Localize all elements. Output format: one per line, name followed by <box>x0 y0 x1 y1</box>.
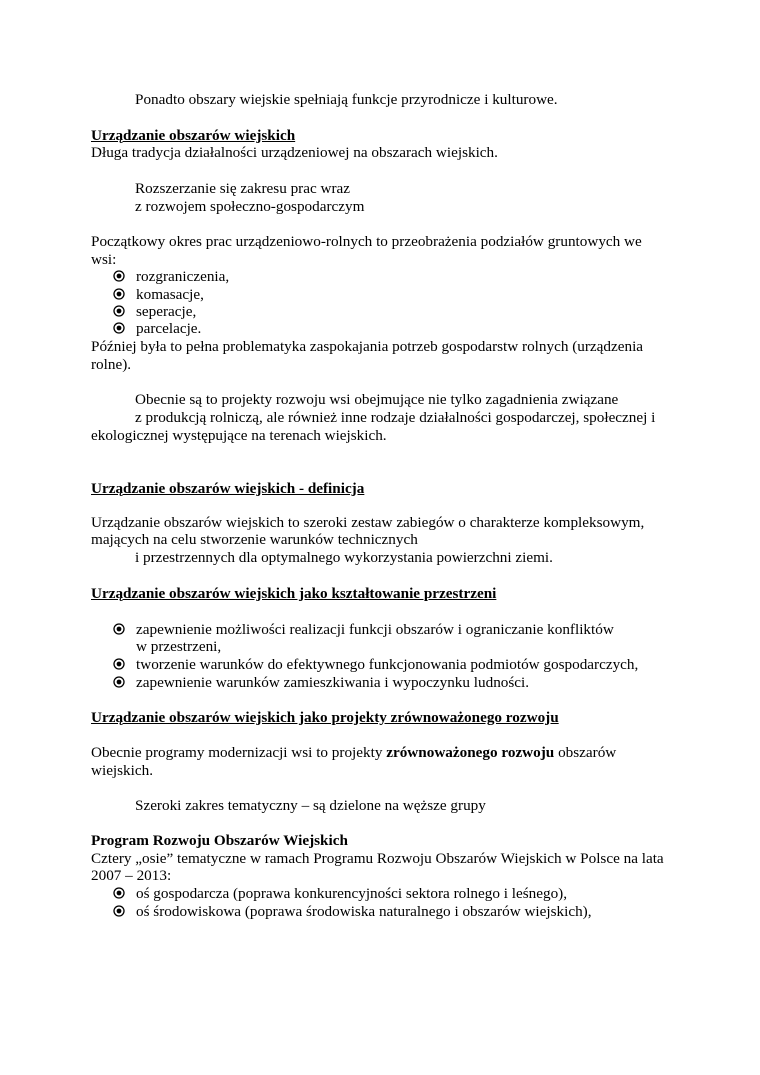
bullet-icon <box>113 303 127 321</box>
list-item-continuation: w przestrzeni, <box>136 638 222 655</box>
paragraph-line: z produkcją rolniczą, ale również inne rodzaje działalności gospodarczej, społecznej i <box>135 409 656 426</box>
paragraph-line: i przestrzennych dla optymalnego wykorzystania powierzchni ziemi. <box>135 549 553 566</box>
bullet-icon <box>113 621 127 639</box>
indented-line: Rozszerzanie się zakresu prac wraz <box>135 180 351 197</box>
bullet-icon <box>113 674 127 692</box>
list-item: oś gospodarcza (poprawa konkurencyjności sektora rolnego i leśnego), <box>136 885 568 902</box>
text-run: obszarów <box>554 744 617 761</box>
list-item: tworzenie warunków do efektywnego funkcjonowania podmiotów gospodarczych, <box>136 656 639 673</box>
indented-line: Szeroki zakres tematyczny – są dzielone na węższe grupy <box>135 797 486 814</box>
section-heading-zrownowazony-rozwoj: Urządzanie obszarów wiejskich jako projekty zrównoważonego rozwoju <box>91 709 559 726</box>
list-item: zapewnienie warunków zamieszkiwania i wypoczynku ludności. <box>136 674 530 691</box>
list-item: oś środowiskowa (poprawa środowiska naturalnego i obszarów wiejskich), <box>136 903 592 920</box>
indented-line: z rozwojem społeczno-gospodarczym <box>135 198 365 215</box>
section-heading-program: Program Rozwoju Obszarów Wiejskich <box>91 832 348 849</box>
paragraph-line: Cztery „osie” tematyczne w ramach Programu Rozwoju Obszarów Wiejskich w Polsce na lata <box>91 850 664 867</box>
bullet-icon <box>113 903 127 921</box>
intro-text: Ponadto obszary wiejskie spełniają funkcje przyrodnicze i kulturowe. <box>135 91 558 108</box>
paragraph-line: Urządzanie obszarów wiejskich to szeroki zestaw zabiegów o charakterze kompleksowym, <box>91 514 645 531</box>
list-item: seperacje, <box>136 303 197 320</box>
bullet-icon <box>113 656 127 674</box>
list-item: parcelacje. <box>136 320 202 337</box>
bold-phrase: zrównoważonego rozwoju <box>386 744 555 761</box>
bullet-icon <box>113 286 127 304</box>
paragraph-line: 2007 – 2013: <box>91 867 172 884</box>
bullet-icon <box>113 320 127 338</box>
list-item: rozgraniczenia, <box>136 268 230 285</box>
section-heading-przestrzen: Urządzanie obszarów wiejskich jako kształtowanie przestrzeni <box>91 585 497 602</box>
bullet-icon <box>113 885 127 903</box>
section-heading-definicja: Urządzanie obszarów wiejskich - definicja <box>91 480 365 497</box>
paragraph-line: Obecnie są to projekty rozwoju wsi obejmujące nie tylko zagadnienia związane <box>135 391 619 408</box>
paragraph-line: Długa tradycja działalności urządzeniowej na obszarach wiejskich. <box>91 144 498 161</box>
paragraph-line: Początkowy okres prac urządzeniowo-rolnych to przeobrażenia podziałów gruntowych we <box>91 233 642 250</box>
paragraph-line: ekologicznej występujące na terenach wiejskich. <box>91 427 387 444</box>
section-heading-urzadzanie: Urządzanie obszarów wiejskich <box>91 127 296 144</box>
list-item: zapewnienie możliwości realizacji funkcji obszarów i ograniczanie konfliktów <box>136 621 614 638</box>
paragraph-line: Później była to pełna problematyka zaspokajania potrzeb gospodarstw rolnych (urządzenia <box>91 338 644 355</box>
paragraph-line <box>91 744 616 762</box>
paragraph-line: wiejskich. <box>91 762 154 779</box>
paragraph-line: mających na celu stworzenie warunków technicznych <box>91 531 418 548</box>
text-run: Obecnie programy modernizacji wsi to projekty <box>91 744 387 761</box>
bullet-icon <box>113 268 127 286</box>
paragraph-line: rolne). <box>91 356 132 373</box>
list-item: komasacje, <box>136 286 204 303</box>
paragraph-line: wsi: <box>91 251 117 268</box>
